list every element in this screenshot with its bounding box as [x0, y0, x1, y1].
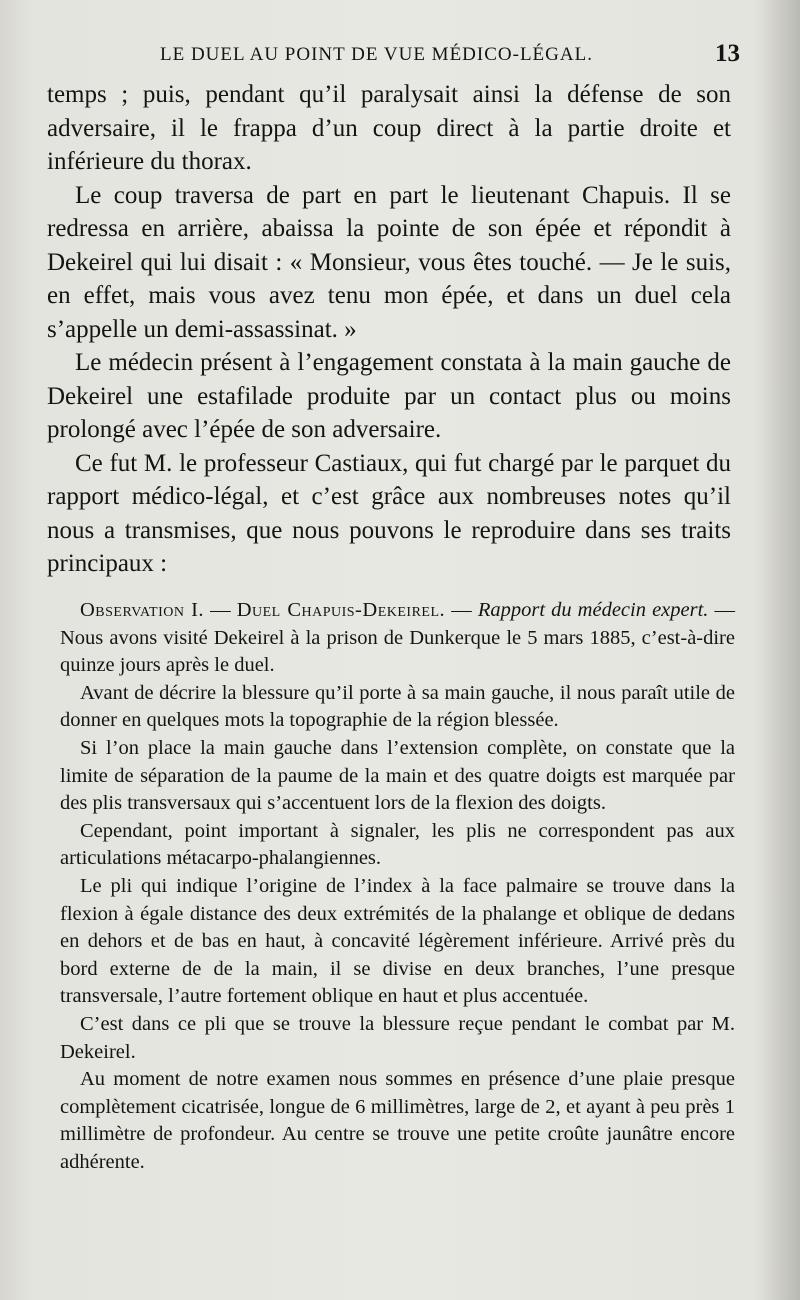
paragraph: Le coup traversa de part en part le lieutenant Chapuis. Il se redressa en arrière, abaissa la pointe de son épée et répondit à Dekeirel qui lui disait : « Monsieur, vous êtes touché. — Je le suis, en effet, mais vous avez tenu mon épée, et dans un duel cela s’appelle un demi-assassinat. » [47, 181, 731, 343]
observation-label: Observation I. [80, 599, 205, 621]
observation-section [60, 597, 735, 1176]
paragraph: temps ; puis, pendant qu’il paralysait ainsi la défense de son adversaire, il le frappa d’un coup direct à la partie droite et inférieure du thorax. [47, 81, 731, 175]
paragraph: Le pli qui indique l’origine de l’index à la face palmaire se trouve dans la flexion à égale distance des deux extrémités de la phalange et oblique de dedans en dehors et de bas en haut, à concavité légèrement inférieure. Arrivé près du bord externe de de la main, il se divise en deux branches, l’une presque transversale, l’autre fortement oblique en haut et plus accentuée. [60, 874, 735, 1008]
paragraph: Ce fut M. le professeur Castiaux, qui fut chargé par le parquet du rapport médico-légal, et c’est grâce aux nombreuses notes qu’il nous a transmises, que nous pouvons le reproduire dans ses traits principaux : [47, 449, 731, 577]
page-edge-shadow [760, 0, 800, 1300]
paragraph: Cependant, point important à signaler, les plis ne correspondent pas aux articulations métacarpo-phalangiennes. [60, 819, 735, 870]
paragraph: Au moment de notre examen nous sommes en présence d’une plaie presque complètement cicatrisée, longue de 6 millimètres, large de 2, et ayant à peu près 1 millimètre de profondeur. Au centre se trouve une petite croûte jaunâtre encore adhérente. [60, 1068, 735, 1173]
page-number: 13 [715, 40, 740, 67]
main-text [47, 78, 731, 581]
paragraph: C’est dans ce pli que se trouve la blessure reçue pendant le combat par M. Dekeirel. [60, 1012, 735, 1063]
observation-heading-paragraph [60, 597, 735, 680]
separator: — [445, 599, 478, 621]
running-header: LE DUEL AU POINT DE VUE MÉDICO-LÉGAL. [160, 44, 593, 65]
observation-text: — Nous avons visité Dekeirel à la prison de Dunkerque le 5 mars 1885, c’est-à-dire quinze jours après le duel. [60, 599, 736, 677]
paragraph: Le médecin présent à l’engagement constata à la main gauche de Dekeirel une estafilade produite par un contact plus ou moins prolongé avec l’épée de son adversaire. [47, 349, 731, 443]
observation-title: Duel Chapuis-Dekeirel. [236, 599, 446, 621]
paragraph: Si l’on place la main gauche dans l’extension complète, on constate que la limite de séparation de la paume de la main et des quatre doigts est marquée par des plis transversaux qui s’accentuent lors de la flexion des doigts. [60, 736, 735, 815]
report-title: Rapport du médecin expert. [477, 599, 709, 621]
separator: — [204, 599, 237, 621]
paragraph: Avant de décrire la blessure qu’il porte à sa main gauche, il nous paraît utile de donner en quelques mots la topographie de la région blessée. [60, 681, 735, 732]
